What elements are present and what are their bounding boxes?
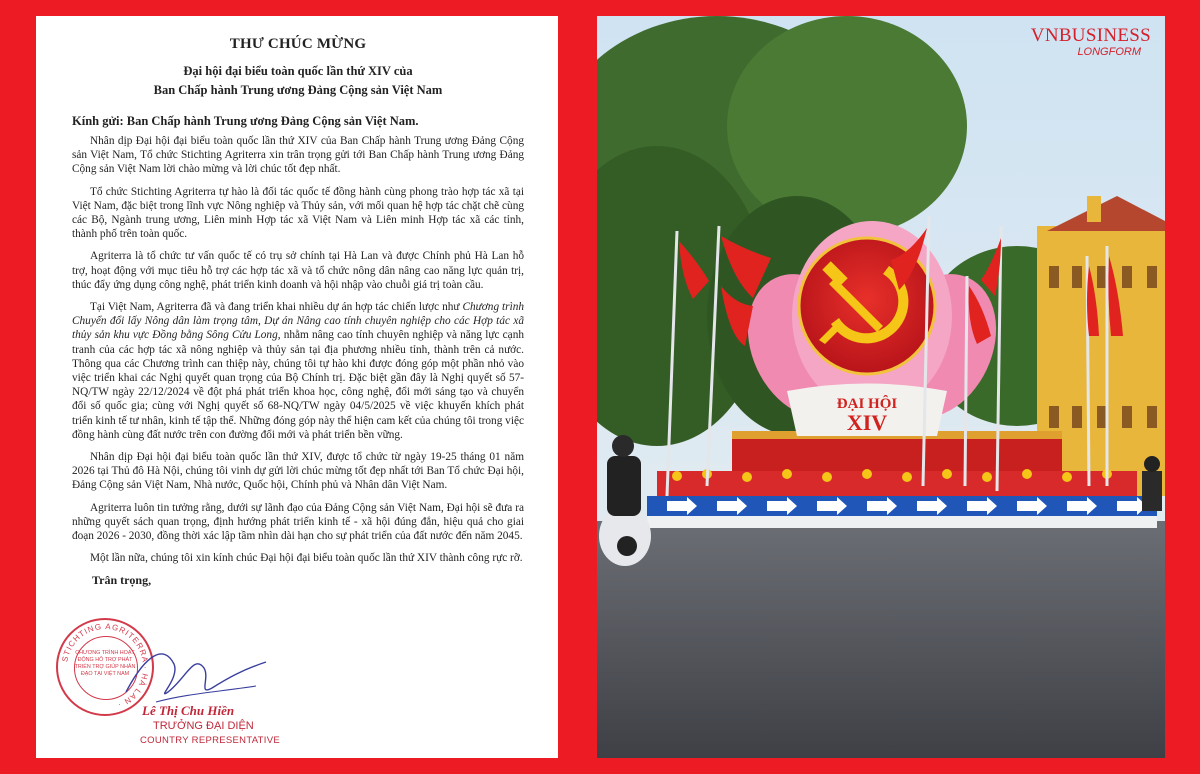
letter-paragraph-4-part-a: Tại Việt Nam, Agriterra đã và đang triển khai nhiều dự án hợp tác chiến lược như [90,301,463,314]
letter-paragraph-4 [72,300,524,442]
signer-name: Lê Thị Chu Hiền [142,703,235,718]
stamp-center-text: CHƯƠNG TRÌNH HOẠT ĐỘNG HỖ TRỢ PHÁT TRIỂN TRỢ GIÚP NHÂN ĐẠO TẠI VIỆT NAM [74,650,136,677]
handwritten-signature-icon [116,634,276,714]
monument-photo [597,16,1165,758]
letter-paragraph-1: Nhân dịp Đại hội đại biểu toàn quốc lần thứ XIV của Ban Chấp hành Trung ương Đảng Cộng sản Việt Nam, Tổ chức Stichting Agriterra xin trân trọng gửi tới Ban Chấp hành Trung ương Đảng Cộng sản Việt Nam lời chào mừng và lời chúc tốt đẹp nhất. [72,135,524,176]
letter-paragraph-4-italic: Chương trình Chuyển đổi lấy Nông dân làm trọng tâm, Dự án Nâng cao tính chuyên nghiệp cho các Hợp tác xã thủy sản khu vực Đồng bằng Sông Cửu Long [72,301,525,342]
vnbusiness-logo [1031,26,1151,58]
letter-salutation: Kính gửi: Ban Chấp hành Trung ương Đảng Cộng sản Việt Nam. [72,114,419,128]
svg-text:STICHTING AGRITERRA · HÀ LAN ·: STICHTING AGRITERRA · HÀ LAN · [60,621,151,710]
signer-title-vietnamese: TRƯỞNG ĐẠI DIỆN [153,720,254,732]
letter-subtitle-line1: Đại hội đại biểu toàn quốc lần thứ XIV của [183,64,413,78]
letter-paragraph-3: Agriterra là tổ chức tư vấn quốc tế có trụ sở chính tại Hà Lan và được Chính phủ Hà Lan hỗ trợ, hoạt động với mục tiêu hỗ trợ các hợp tác xã và tổ chức nông dân nâng cao năng lực quản trị, thúc đẩy ứng dụng công nghệ, phát triển kinh doanh và hội nhập vào chuỗi giá trị toàn cầu. [72,250,524,291]
motorbike-rider-right [1142,456,1162,511]
brand-name: VNBUSINESS [1030,25,1151,46]
letter-paragraph-2: Tổ chức Stichting Agriterra tự hào là đối tác quốc tế đồng hành cùng phong trào hợp tác xã tại Việt Nam, đặc biệt trong lĩnh vực Nông nghiệp và Thủy sản, với mối quan hệ hợp tác chặt chẽ cùng các Bộ, Ngành trung ương, Liên minh Hợp tác xã Việt Nam và Liên minh Hợp tác xã các tỉnh, thành phố trên toàn quốc. [72,185,524,241]
monument-text-line2: XIV [846,410,888,435]
letter-paragraph-7: Một lần nữa, chúng tôi xin kính chúc Đại hội đại biểu toàn quốc lần thứ XIV thành công rực rỡ. [90,552,523,565]
letter-closing: Trân trọng, [92,573,152,588]
congratulatory-letter [36,16,558,758]
monument-text-line1: ĐẠI HỘI [836,396,898,412]
letter-paragraph-5: Nhân dịp Đại hội đại biểu toàn quốc lần thứ XIV, được tổ chức từ ngày 19-25 tháng 01 năm 2026 tại Thủ đô Hà Nội, chúng tôi vinh dự gửi lời chúc mừng tốt đẹp nhất tới Ban Tổ chức Đại hội, Đảng Cộng sản Việt Nam, Nhà nước, Quốc hội, Chính phủ và Nhân dân Việt Nam. [72,451,524,492]
letter-title: THƯ CHÚC MỪNG [229,36,367,52]
letter-paragraph-4-part-b: , nhằm nâng cao tính chuyên nghiệp và năng lực cạnh tranh của các hợp tác xã nông nghiệp và thủy sản tại địa phương nhiều tỉnh, thành trên cả nước. Thông qua các Chương trình can thiệp này, chúng tôi tự hào khi được đóng góp một phần nhỏ vào việc triển khai các Nghị quyết quan trọng của Bộ Chính trị. Đặc biệt gần đây là Nghị quyết số 57-NQ/TW ngày 22/12/2024 về đột phá phát triển khoa học, công nghệ, đổi mới sáng tạo và chuyển đổi số quốc gia; cùng với Nghị quyết số 68-NQ/TW ngày 04/5/2025 về việc khuyến khích phát triển kinh tế tư nhân, kinh tế tập thể. Những đóng góp này thể hiện cam kết của chúng tôi trong việc đồng hành cùng đất nước trên con đường đổi mới và phát triển bền vững. [72,329,524,441]
letter-paragraph-6: Agriterra luôn tin tưởng rằng, dưới sự lãnh đạo của Đảng Cộng sản Việt Nam, Đại hội sẽ đưa ra những quyết sách quan trọng, định hướng phát triển kinh tế - xã hội đúng đắn, hiệu quả cho giai đoạn 2026 - 2030, đồng thời xác lập tầm nhìn dài hạn cho sự phát triển của đất nước đến năm 2045. [72,501,524,543]
street-scene-illustration [597,16,1165,758]
brand-subtitle: LONGFORM [1077,46,1141,58]
signer-title-english: COUNTRY REPRESENTATIVE [140,735,280,746]
letter-subtitle-line2: Ban Chấp hành Trung ương Đảng Cộng sản Việt Nam [153,83,443,97]
